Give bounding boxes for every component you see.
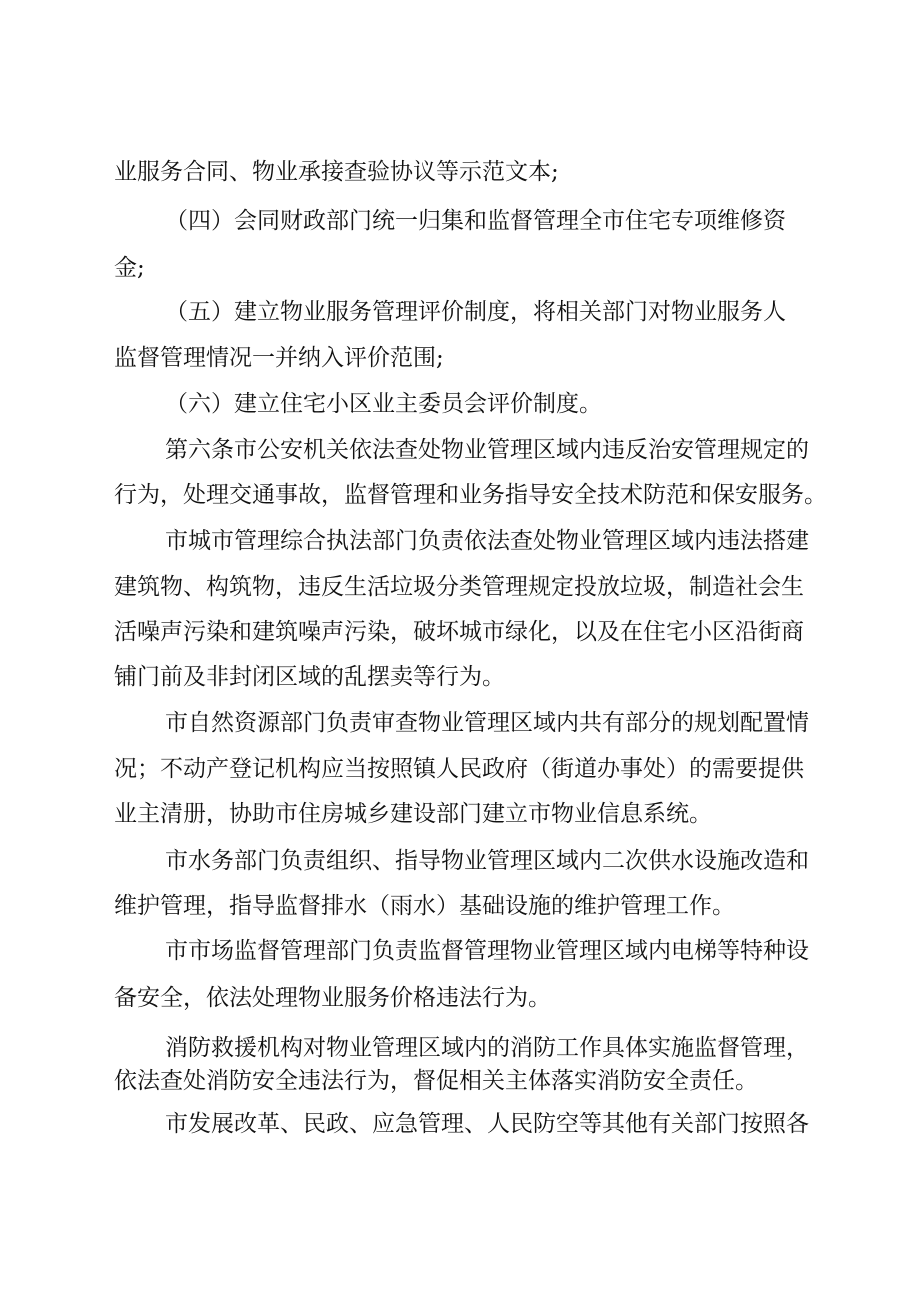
- text-line: 况；不动产登记机构应当按照镇人民政府（街道办事处）的需要提供: [114, 756, 804, 782]
- text-line: （四）会同财政部门统一归集和监督管理全市住宅专项维修资: [165, 208, 786, 234]
- text-line: 备安全，依法处理物业服务价格违法行为。: [114, 985, 551, 1011]
- text-line: 业主清册，协助市住房城乡建设部门建立市物业信息系统。: [114, 801, 712, 827]
- text-line: 铺门前及非封闭区域的乱摆卖等行为。: [114, 664, 505, 690]
- text-line: 市市场监督管理部门负责监督管理物业管理区域内电梯等特种设: [165, 938, 809, 964]
- text-line: 第六条市公安机关依法查处物业管理区域内违反治安管理规定的: [165, 437, 809, 463]
- text-line: 市水务部门负责组织、指导物业管理区域内二次供水设施改造和: [165, 848, 809, 874]
- text-line: 活噪声污染和建筑噪声污染，破坏城市绿化，以及在住宅小区沿街商: [114, 619, 804, 645]
- text-line: 市城市管理综合执法部门负责依法查处物业管理区域内违法搭建: [165, 528, 809, 554]
- text-line: 依法查处消防安全违法行为，督促相关主体落实消防安全责任。: [114, 1068, 758, 1094]
- text-line: （五）建立物业服务管理评价制度，将相关部门对物业服务人: [165, 299, 786, 325]
- text-line: 金;: [114, 255, 145, 281]
- text-line: 建筑物、构筑物，违反生活垃圾分类管理规定投放垃圾，制造社会生: [114, 574, 804, 600]
- text-line: 市发展改革、民政、应急管理、人民防空等其他有关部门按照各: [165, 1111, 809, 1137]
- text-line: 行为，处理交通事故，监督管理和业务指导安全技术防范和保安服务。: [114, 482, 827, 508]
- text-line: 业服务合同、物业承接查验协议等示范文本;: [114, 159, 559, 185]
- text-line: 维护管理，指导监督排水（雨水）基础设施的维护管理工作。: [114, 893, 735, 919]
- text-line: 消防救援机构对物业管理区域内的消防工作具体实施监督管理，: [165, 1035, 809, 1061]
- text-line: 监督管理情况一并纳入评价范围;: [114, 345, 444, 371]
- text-line: （六）建立住宅小区业主委员会评价制度。: [165, 391, 602, 417]
- text-line: 市自然资源部门负责审查物业管理区域内共有部分的规划配置情: [165, 710, 809, 736]
